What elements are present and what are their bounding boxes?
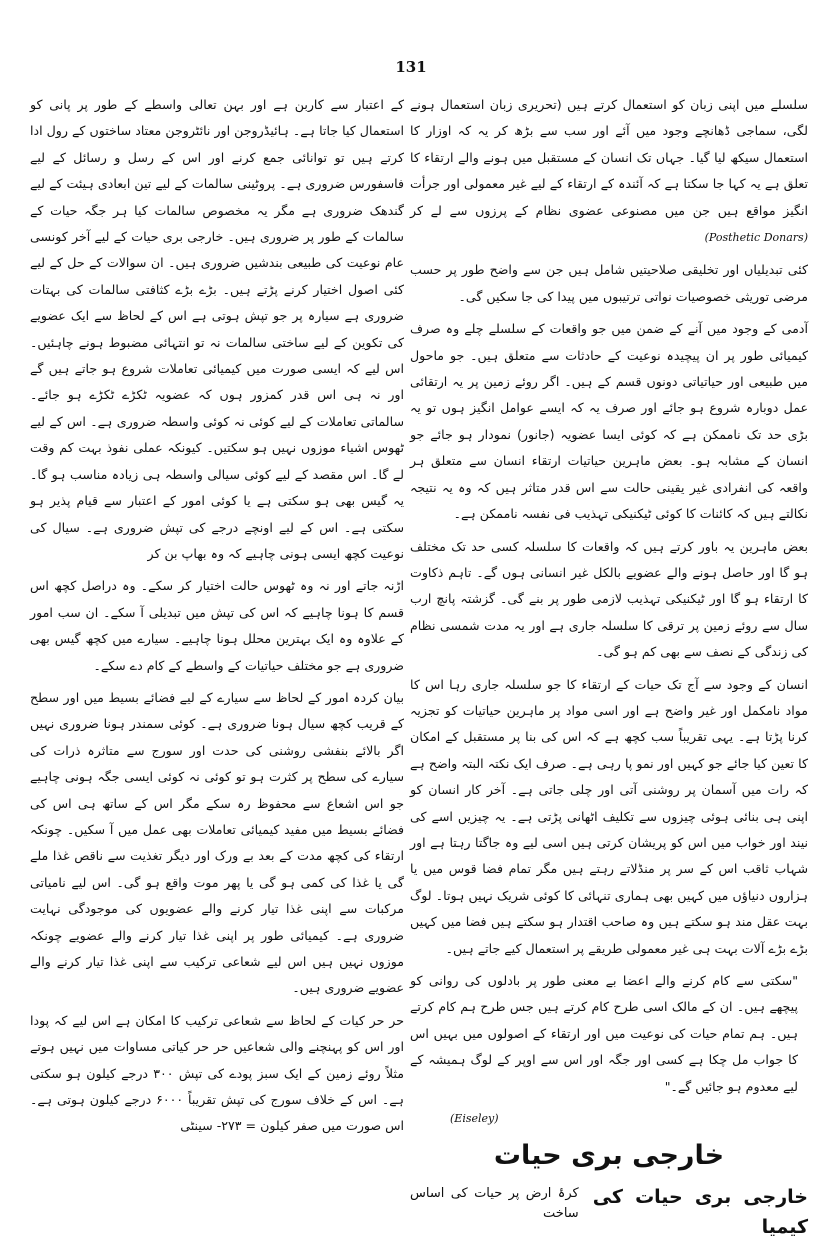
page-number: 131 bbox=[395, 58, 427, 76]
right-paragraph-3: آدمی کے وجود میں آنے کے ضمن میں جو واقعات کے سلسلے چلے وہ صرف کیمیائی طور پر ان پیچیدہ نوعیت کے حادثات سے متعلق ہیں۔ جو ماحول میں طبیعی اور حیاتیاتی دونوں قسم کے ہیں۔ اگر روئے زمین پر یہ ارتقائی عمل دوبارہ شروع ہو جائے اور صرف یہ کہ ایسے عوامل انگیز ہوں تو یہ بڑی حد تک ناممکن ہے کہ کوئی ایسا عضویہ (جانور) نمودار ہو جائے جو انسان کے مشابہ ہو۔ بعض ماہرین حیاتیات ارتقاء انسان سے متعلق ہر واقعہ کی انفرادی غیر یقینی حالت سے اس قدر متاثر ہیں کہ وہ یہ نتیجہ نکالتے ہیں کہ کائنات کا کوئی ٹیکنیکی تہذیب فی نفسہ ناممکن ہے۔ bbox=[410, 321, 808, 522]
inline-term: (Posthetic Donars) bbox=[704, 231, 808, 245]
right-paragraph-1 bbox=[410, 92, 808, 251]
right-paragraph-5: انسان کے وجود سے آج تک حیات کے ارتقاء کا جو سلسلہ جاری رہا اس کا مواد نامکمل اور غیر واضح ہے اور اسی مواد پر ماہرین حیاتیات کو تجزیہ کرنا پڑتا ہے۔ یہی تقریباً سب کچھ ہے کہ اس کی بنا پر مستقبل کے امکان کا تعین کیا جائے جو کہیں اور نمو پا رہی ہے۔ صرف ایک نکتہ البتہ واضح ہے کہ رات میں آسمان پر روشنی آتی اور چلی جاتی ہے۔ آخر کار انسان کو اپنی ہی بنائی ہوئی چیزوں سے تکلیف اٹھانی پڑتی ہے۔ یہ چیزیں اسے کی نیند اور خواب میں اس کو پریشان کرتی ہیں اسی لیے وہ جاگتا رہتا ہے اور شہاب ثاقب اس کے سر پر منڈلاتے رہتے ہیں مگر تمام فضا قوس میں یا ہزاروں دنیاؤں میں کہیں بھی ہماری تنہائی کا کوئی شریک نہیں ہوتا۔ لوگ بہت عقل مند ہو سکتے ہیں وہ صاحب اقتدار ہو سکتے ہیں فضا میں کہیں بڑے بڑے آلات بہت ہی غیر معمولی طریقے پر استعمال کیے جاتے ہیں۔ bbox=[410, 676, 808, 956]
quote-attribution: (Eiseley) bbox=[450, 1112, 499, 1126]
left-paragraph-2: اڑنہ جاتے اور نہ وہ ٹھوس حالت اختیار کر سکے۔ وہ دراصل کچھ اس قسم کا ہونا چاہیے کہ اس کی تپش میں تبدیلی آ سکے۔ ان سب امور کے علاوہ وہ ایک بہترین محلل ہونا چاہیے۔ سیارے میں کچھ گیس بھی ضروری ہے جو مختلف حیاتیات کے واسطے کے کام دے سکے۔ bbox=[30, 578, 404, 673]
right-column bbox=[410, 92, 808, 1242]
left-paragraph-3: بیان کردہ امور کے لحاظ سے سیارے کے لیے فضائے بسیط میں اور سطح کے قریب کچھ سیال ہونا ضروری ہے۔ کوئی سمندر ہونا ضروری نہیں اگر بالائے بنفشی روشنی کی حدت اور سورج سے متاثرہ ذرات کی سیارے کی سطح پر کثرت ہو تو کوئی نہ کوئی ایسی جگہ ہونی چاہیے جو اس اشعاع سے محفوظ رہ سکے مگر اس کے ساتھ ہی اس کی فضائے بسیط میں مفید کیمیائی تعاملات بھی عمل میں آ سکیں۔ چونکہ ارتقاء کی کچھ مدت کے بعد بے ورک اور دیگر تغذیت سے ناقص غذا ملے گی یا غذا کی کمی ہو گی یا پھر موت واقع ہو گی۔ اس لیے نامیاتی مرکبات سے اپنی غذا تیار کرنے والے عضویوں کی موجودگی نہایت ضروری ہے۔ کیمیائی طور پر اپنی غذا تیار کرنے والے عضویے چونکہ موزوں نہیں ہیں اس لیے شعاعی ترکیب سے اپنی غذا تیار کرنے والے عضویے ضروری ہیں۔ bbox=[30, 689, 404, 996]
left-paragraph-4: حر حر کیات کے لحاظ سے شعاعی ترکیب کا امکان ہے اس لیے کہ پودا اور اس کو پہنچنے والی شعاعیں حر حر کیاتی مساوات میں نہیں ہوتے مثلاً روئے زمین کے ایک سبز پودے کی تپش ۳۰۰ درجے کیلون ہو سکتی ہے۔ اس کے خلاف سورج کی تپش تقریباً ۶۰۰۰ درجے کیلون ہوتی ہے۔ اس صورت میں صفر کیلون = ۲۷۳- سینٹی bbox=[30, 1012, 404, 1134]
sub-heading-block bbox=[410, 1182, 808, 1242]
sub-caption: کرۂ ارض پر حیات کی اساس ساخت bbox=[410, 1186, 579, 1222]
sub-heading: خارجی بری حیات کی کیمیا bbox=[592, 1186, 808, 1239]
section-heading: خارجی بری حیات bbox=[493, 1140, 725, 1172]
left-column bbox=[30, 92, 404, 1146]
quote-text: "سکتی سے کام کرنے والے اعضا بے معنی طور پر بادلوں کی روانی کو پیچھے ہیں۔ ان کے مالک اسی طرح کام کرتے ہیں جس طرح ہم کام کرتے ہیں۔ ہم تمام حیات کی نوعیت میں اور ارتقاء کے اصولوں میں بہیں اس کا جواب مل چکا ہے کسی اور جگہ اور اس سے اوپر کے لوگ ہمیشہ کے لیے معدوم ہو جائیں گے۔" bbox=[410, 973, 798, 1094]
right-paragraph-2: کئی تبدیلیاں اور تخلیقی صلاحیتیں شامل ہیں جن سے واضح طور پر حسب مرضی توریثی خصوصیات نواتی ترتیبوں میں پیدا کی جا سکیں گی۔ bbox=[410, 262, 808, 304]
right-paragraph-4: بعض ماہرین یہ باور کرتے ہیں کہ واقعات کا سلسلہ کسی حد تک مختلف ہو گا اور حاصل ہونے والے عضویے بالکل غیر انسانی ہوں گے۔ تاہم ذکاوت کا ارتقاء ہو گا اور ٹیکنیکی تہذیب لازمی طور پر بنے گی۔ گزشتہ پانچ ارب سال سے روئے زمین پر ترقی کا سلسلہ جاری ہے اور یہ مدت شمسی نظام کی زندگی کے نصف سے بھی کم ہو گی۔ bbox=[410, 538, 808, 660]
right-paragraph-1-text: سلسلے میں اپنی زبان کو استعمال کرتے ہیں (تحریری زبان استعمال ہونے لگی، سماجی ڈھانچے وجود میں آئے اور سب سے بڑھ کر یہ کہ اوزار کا استعمال سیکھ لیا گیا۔ جہاں تک انسان کے مستقبل میں ہونے والے ارتقاء کا تعلق ہے یہ کہا جا سکتا ہے کہ آئندہ کے ارتقاء کے لیے غیر معمولی اور جرأت انگیز مواقع ہیں جن میں مصنوعی عضوی نظام کے پرزوں سے لے کر bbox=[410, 97, 808, 218]
left-paragraph-1: کے اعتبار سے کاربن ہے اور بہن تعالی واسطے کے طور پر پانی کو استعمال کیا جاتا ہے۔ ہائیڈروجن اور نائٹروجن معتاد ساختوں کے رول ادا کرتے ہیں تو توانائی جمع کرنے اور اس کے رسل و رسائل کے لیے فاسفورس ضروری ہے۔ پروٹینی سالمات کے لیے تین ابعادی ہیئت کے لیے گندھک ضروری ہے مگر یہ مخصوص سالمات کیا ہر جگہ حیات کے سالمات کے طور پر ضروری ہیں۔ خارجی بری حیات کے لیے آخر کونسی عام نوعیت کی طبیعی بندشیں ضروری ہیں۔ ان سوالات کے حل کے لیے کئی اصول اختیار کرنے پڑتے ہیں۔ بڑے بڑے کثافتی سالمات کی بہتات ضروری ہے سیارہ پر جو تپش ہوتی ہے اس کے لحاظ سے ایک عضویے کی تکوین کے لیے ساختی سالمات نہ تو انتہائی مضبوط ہونے چاہئیں۔ اس لیے کہ ایسی صورت میں کیمیائی تعاملات شروع ہو جاتے ہیں گے اور نہ ہی اس قدر کمزور ہوں کہ عضویہ ٹکڑے ٹکڑے ہو جائے۔ سالماتی تعاملات کے لیے کوئی نہ کوئی واسطہ ضروری ہے۔ اس کے لیے ٹھوس اشیاء موزوں نہیں ہو سکتیں۔ کیونکہ عملی نفوذ بہت کم وقت لے گا۔ اس مقصد کے لیے کوئی سیالی واسطہ ہی زیادہ مناسب ہو گا۔ یہ گیس بھی ہو سکتی ہے یا کوئی امور کے اعتبار سے قیام پذیر ہو سکتی ہے۔ اس کے لیے اونچے درجے کی تپش ضروری ہے۔ سیال کی نوعیت کچھ ایسی ہونی چاہیے کہ وہ بھاپ بن کر bbox=[30, 97, 404, 561]
